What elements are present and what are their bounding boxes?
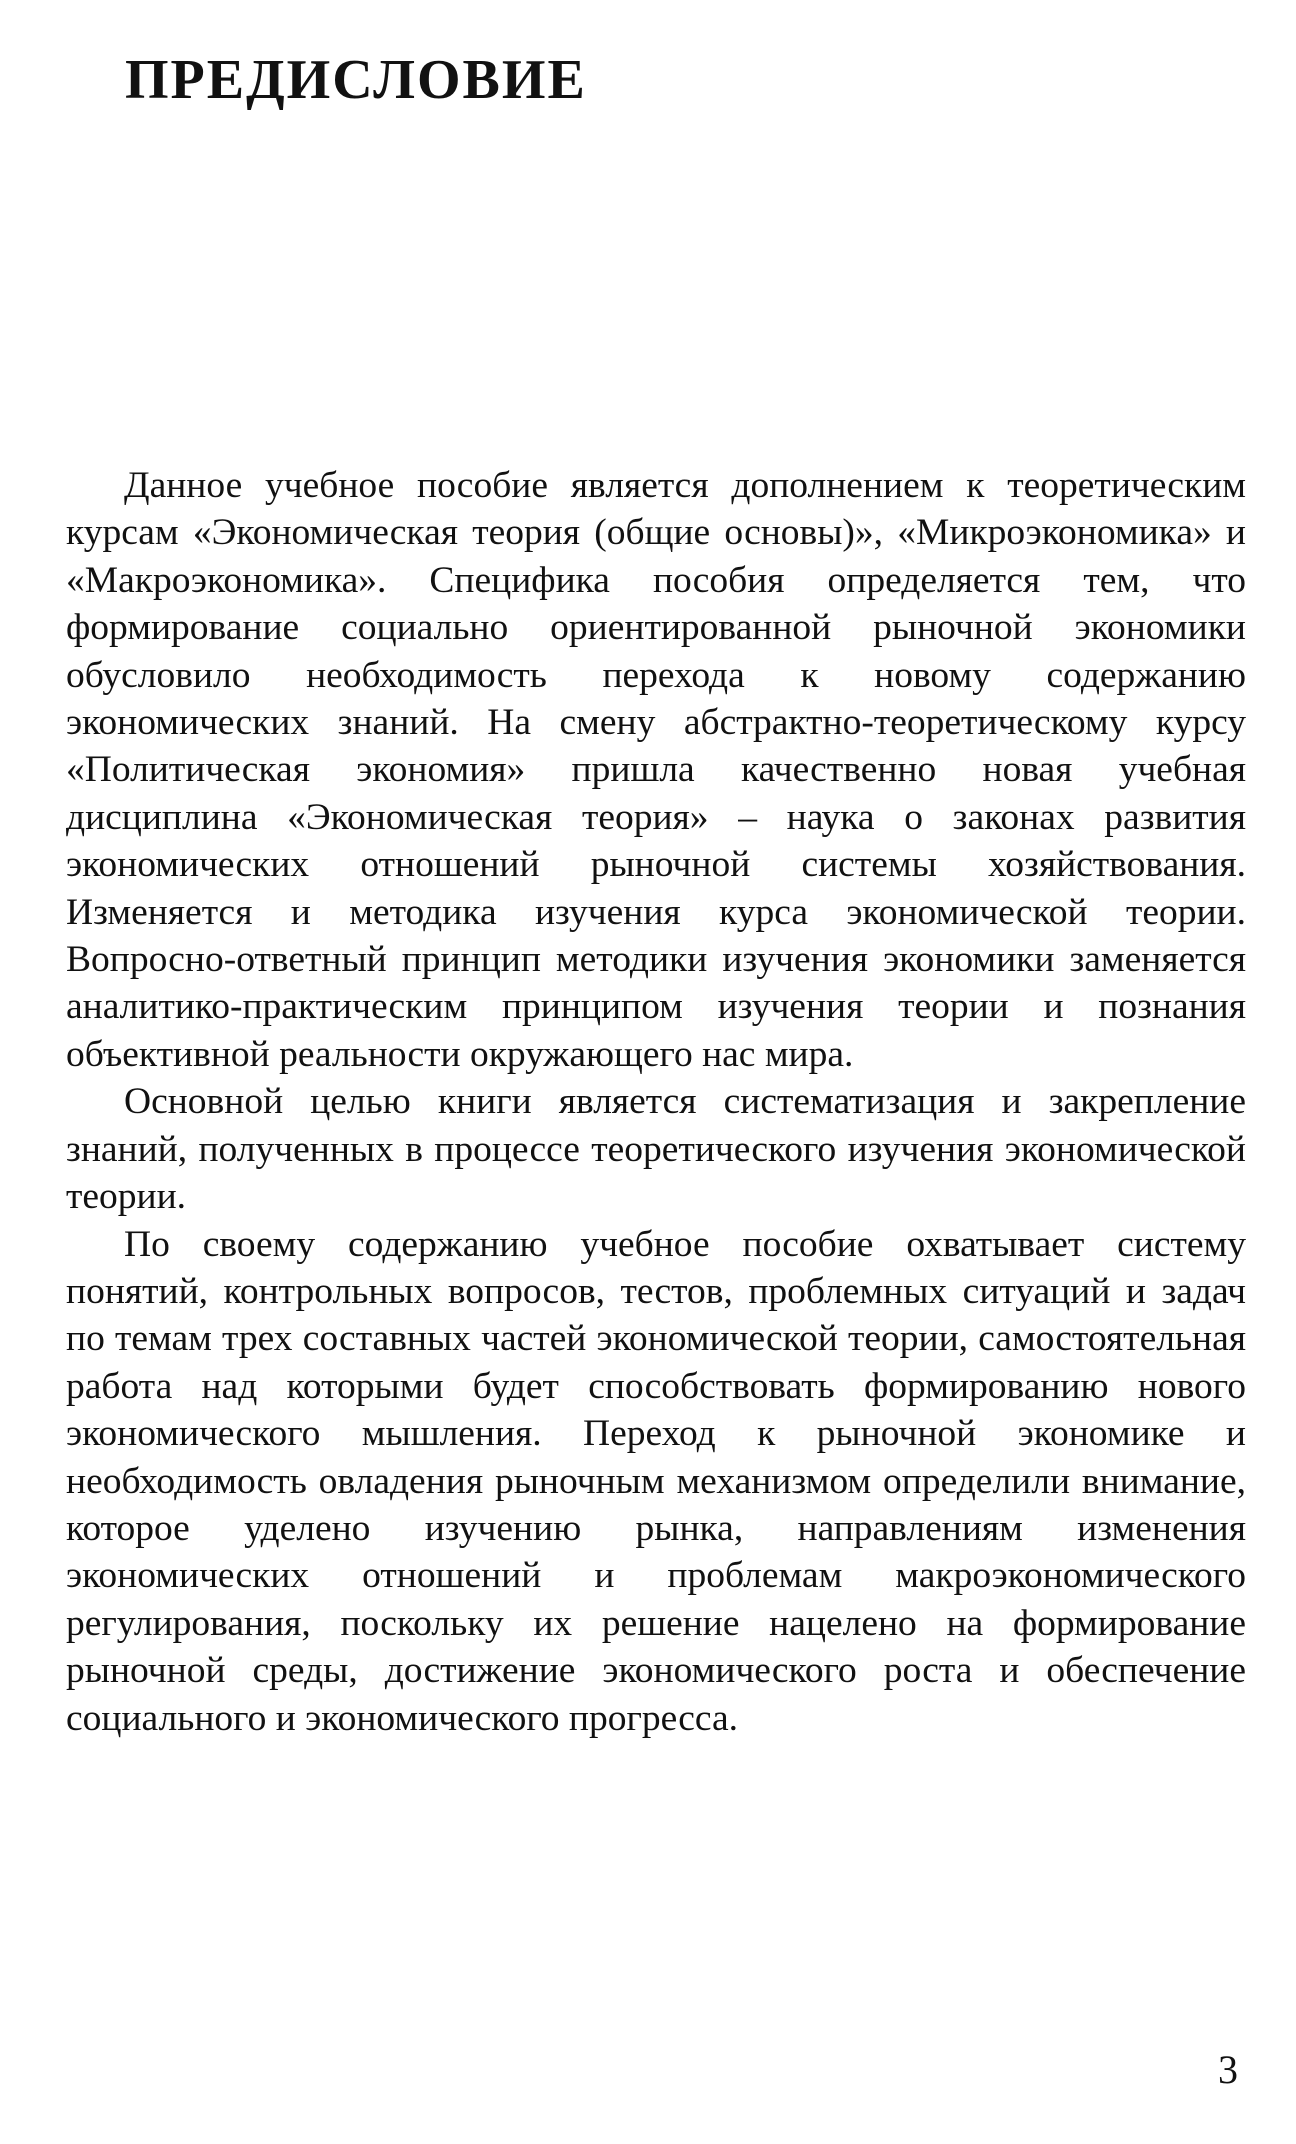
paragraph-3: По своему содержанию учебное пособие охватывает систему понятий, контрольных вопросов, тестов, проблемных ситуаций и задач по темам трех составных частей экономической теории, самостоятельная работа над которыми будет способствовать формированию нового экономического мышления. Переход к рыночной экономике и необходимость овладения рыночным механизмом определили внимание, которое уделено изучению рынка, направлениям изменения экономических отношений и проблемам макроэкономического регулирования, поскольку их решение нацелено на формирование рыночной среды, достижение экономического роста и обеспечение социального и экономического прогресса. — [66, 1223, 1246, 1739]
paragraph-1: Данное учебное пособие является дополнением к теоретическим курсам «Экономическая теория (общие основы)», «Микроэкономика» и «Макроэкономика». Специфика пособия определяется тем, что формирование социально ориентированной рыночной экономики обусловило необходимость перехода к новому содержанию экономических знаний. На смену абстрактно-теоретическому курсу «Политическая экономия» пришла качественно новая учебная дисциплина «Экономическая теория» – наука о законах развития экономических отношений рыночной системы хозяйствования. Изменяется и методика изучения курса экономической теории. Вопросно-ответный принцип методики изучения экономики заменяется аналитико-практическим принципом изучения теории и познания объективной реальности окружающего нас мира. — [66, 465, 1246, 1075]
page-number: 3 — [1218, 2047, 1238, 2092]
paragraph-2: Основной целью книги является систематизация и закрепление знаний, полученных в процессе теоретического изучения экономической теории. — [66, 1081, 1246, 1218]
page-title: ПРЕДИСЛОВИЕ — [125, 49, 587, 111]
body-text — [66, 462, 1246, 1742]
